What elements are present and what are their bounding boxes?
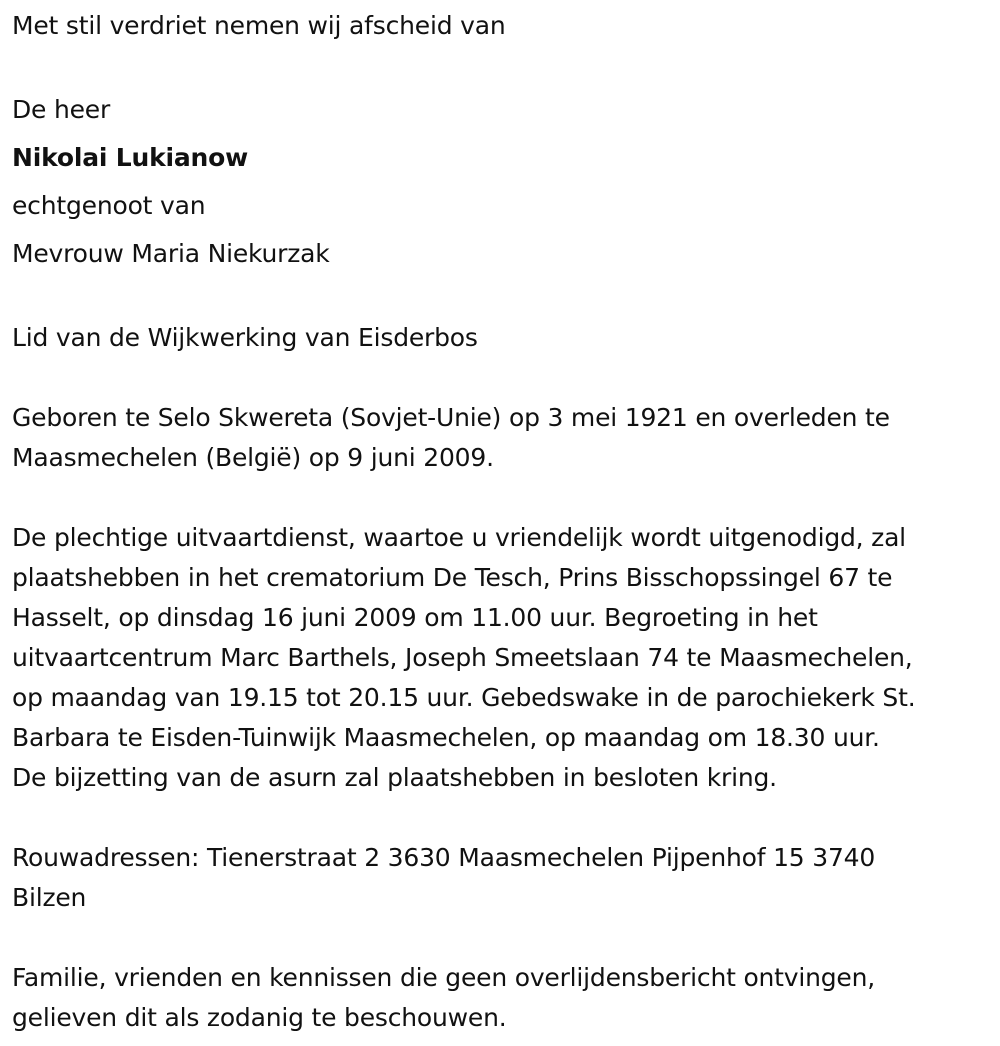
intro-line: Met stil verdriet nemen wij afscheid van bbox=[12, 11, 506, 40]
paragraph-line: Familie, vrienden en kennissen die geen overlijdensbericht ontvingen, bbox=[12, 963, 876, 992]
addresses-paragraph bbox=[12, 838, 987, 918]
paragraph-line: Barbara te Eisden-Tuinwijk Maasmechelen, op maandag om 18.30 uur. bbox=[12, 723, 880, 752]
paragraph-line: plaatshebben in het crematorium De Tesch, Prins Bisschopssingel 67 te bbox=[12, 563, 893, 592]
birth-death-paragraph bbox=[12, 398, 987, 478]
relation-line: echtgenoot van bbox=[12, 191, 206, 220]
paragraph-line: uitvaartcentrum Marc Barthels, Joseph Smeetslaan 74 te Maasmechelen, bbox=[12, 643, 913, 672]
paragraph-line: Geboren te Selo Skwereta (Sovjet-Unie) op 3 mei 1921 en overleden te bbox=[12, 403, 890, 432]
death-notice bbox=[12, 6, 992, 1038]
paragraph-line: Hasselt, op dinsdag 16 juni 2009 om 11.00 uur. Begroeting in het bbox=[12, 603, 818, 632]
spacer bbox=[12, 278, 992, 318]
paragraph-line: Bilzen bbox=[12, 883, 87, 912]
spacer bbox=[12, 918, 992, 958]
salutation: De heer bbox=[12, 95, 111, 124]
spacer bbox=[12, 478, 992, 518]
ceremony-paragraph bbox=[12, 518, 987, 798]
paragraph-line: De bijzetting van de asurn zal plaatshebben in besloten kring. bbox=[12, 763, 777, 792]
spacer bbox=[12, 798, 992, 838]
paragraph-line: De plechtige uitvaartdienst, waartoe u vriendelijk wordt uitgenodigd, zal bbox=[12, 523, 906, 552]
membership-line: Lid van de Wijkwerking van Eisderbos bbox=[12, 323, 478, 352]
spacer bbox=[12, 46, 992, 86]
spacer bbox=[12, 358, 992, 398]
paragraph-line: Rouwadressen: Tienerstraat 2 3630 Maasmechelen Pijpenhof 15 3740 bbox=[12, 843, 876, 872]
deceased-name: Nikolai Lukianow bbox=[12, 143, 248, 172]
closing-paragraph bbox=[12, 958, 987, 1038]
paragraph-line: Maasmechelen (België) op 9 juni 2009. bbox=[12, 443, 494, 472]
paragraph-line: op maandag van 19.15 tot 20.15 uur. Gebedswake in de parochiekerk St. bbox=[12, 683, 916, 712]
spouse-name: Mevrouw Maria Niekurzak bbox=[12, 239, 330, 268]
paragraph-line: gelieven dit als zodanig te beschouwen. bbox=[12, 1003, 507, 1032]
